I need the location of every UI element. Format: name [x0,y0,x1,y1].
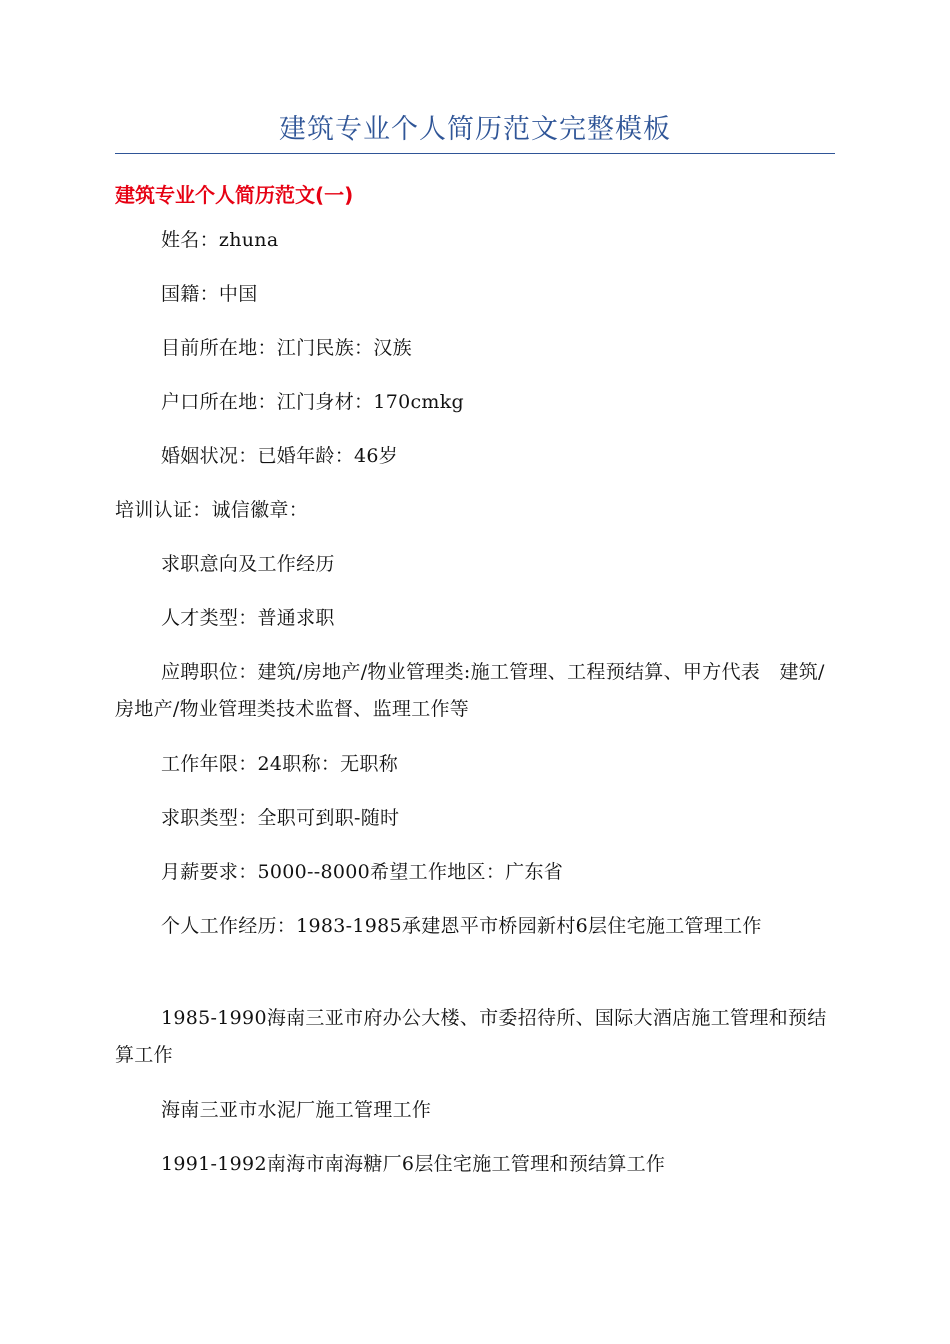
field-salary-region: 月薪要求：5000--8000希望工作地区：广东省 [161,861,564,883]
field-certification: 培训认证：诚信徽章： [115,499,309,521]
field-job-type: 求职类型：全职可到职-随时 [161,807,400,829]
section-heading: 建筑专业个人简历范文(一) [115,183,354,207]
field-hukou-height: 户口所在地：江门身材：170cmkg [161,391,464,413]
field-location-ethnicity: 目前所在地：江门民族：汉族 [161,337,412,359]
field-applied-position: 应聘职位：建筑/房地产/物业管理类:施工管理、工程预结算、甲方代表 建筑/房地产/物业管理类技术监督、监理工作等 [115,661,825,720]
field-talent-type: 人才类型：普通求职 [161,607,335,629]
experience-item: 海南三亚市水泥厂施工管理工作 [161,1099,432,1121]
field-marital-age: 婚姻状况：已婚年龄：46岁 [161,445,399,467]
field-name: 姓名：zhuna [161,229,279,251]
experience-item: 1985-1990海南三亚市府办公大楼、市委招待所、国际大酒店施工管理和预结算工作 [115,1007,827,1066]
field-work-years-title: 工作年限：24职称：无职称 [161,753,399,775]
subsection-job-intent: 求职意向及工作经历 [161,553,335,575]
title-underline [115,153,835,154]
document-title: 建筑专业个人简历范文完整模板 [279,114,671,145]
field-nationality: 国籍：中国 [161,283,258,305]
experience-item: 个人工作经历：1983-1985承建恩平市桥园新村6层住宅施工管理工作 [161,915,762,937]
experience-item: 1991-1992南海市南海糖厂6层住宅施工管理和预结算工作 [161,1153,666,1175]
